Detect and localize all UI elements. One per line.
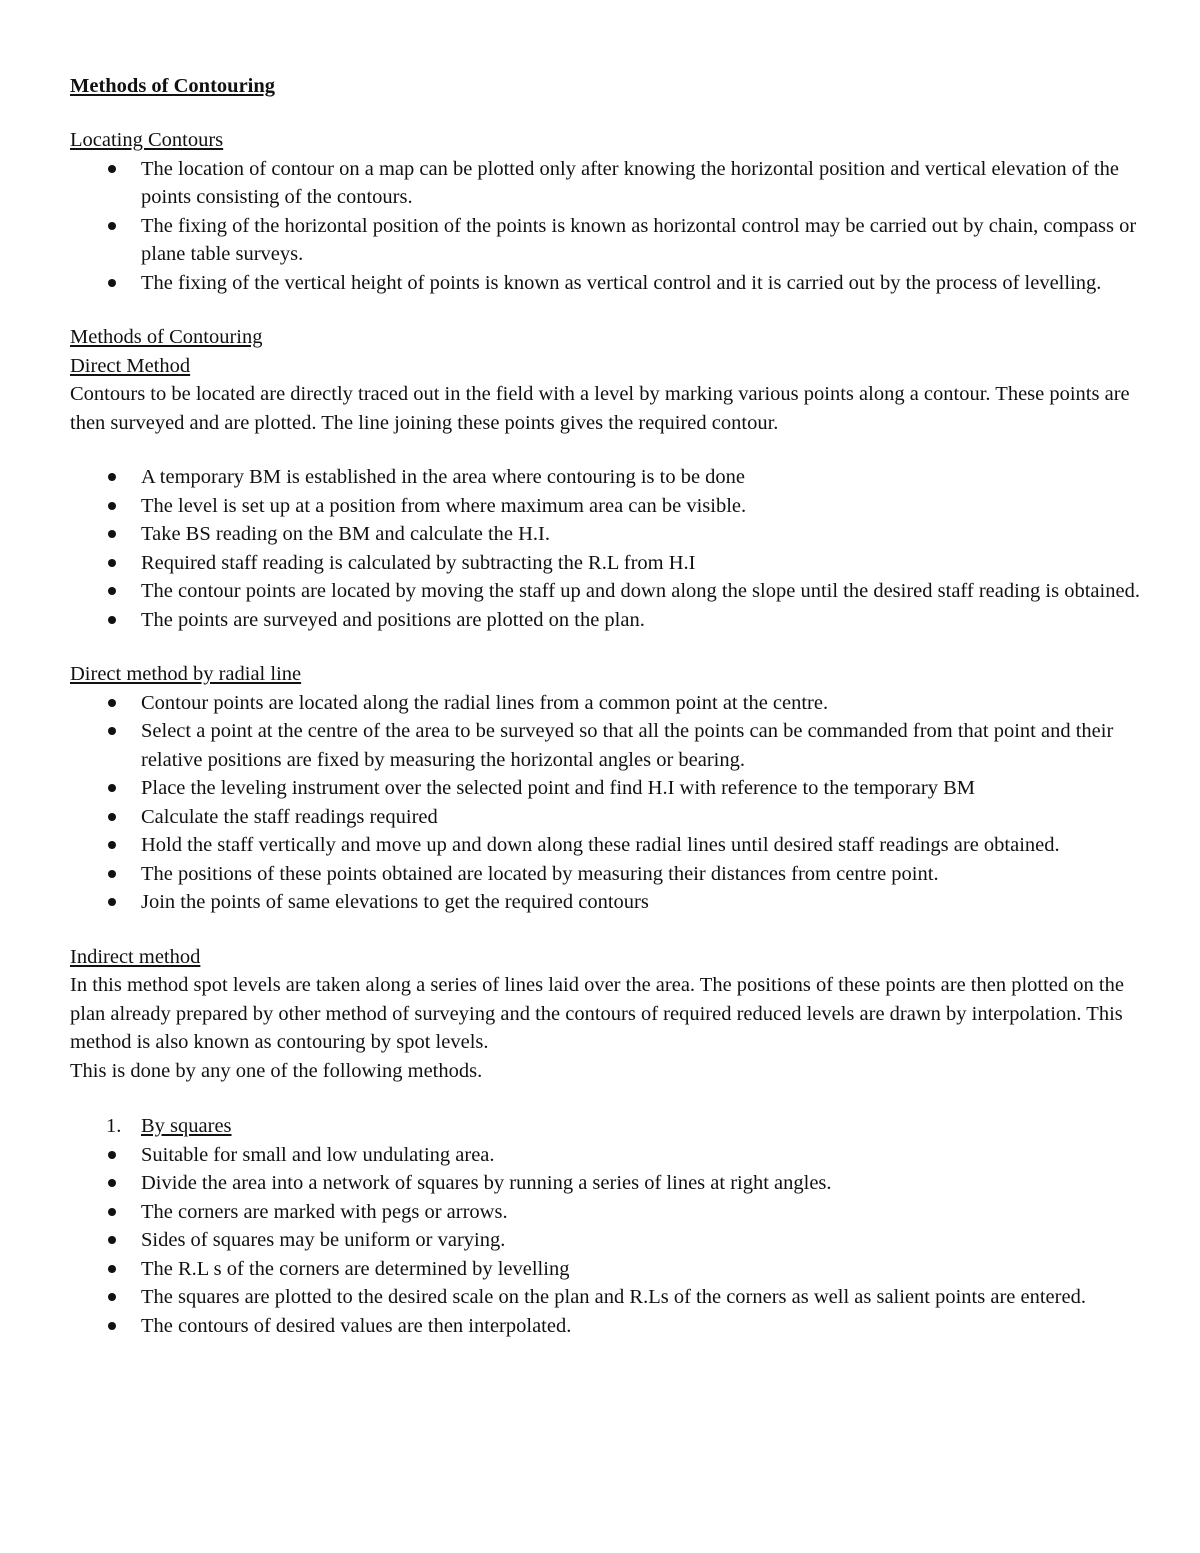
locating-contours-heading: Locating Contours [70,129,224,151]
list-item: The fixing of the vertical height of points is known as vertical control and it is carried out by the process of levelling. [70,269,1140,298]
list-item: The fixing of the horizontal position of the points is known as horizontal control may be carried out by chain, compass or plane table surveys. [70,212,1140,269]
indirect-method-heading: Indirect method [70,945,201,968]
locating-contours-list [70,155,1140,298]
radial-line-heading: Direct method by radial line [70,663,302,685]
list-item: Place the leveling instrument over the selected point and find H.I with reference to the temporary BM [70,774,1140,803]
list-item: The level is set up at a position from where maximum area can be visible. [70,492,1140,521]
list-item: Take BS reading on the BM and calculate the H.I. [70,520,1140,549]
direct-method-paragraph: Contours to be located are directly traced out in the field with a level by marking various points along a contour. These points are then surveyed and are plotted. The line joining these points gives the required contour. [70,383,1130,434]
list-item: Contour points are located along the radial lines from a common point at the centre. [70,689,1140,718]
list-item: The points are surveyed and positions are plotted on the plan. [70,606,1140,635]
numbered-item-by-squares [70,1112,1140,1141]
by-squares-list [70,1141,1140,1341]
page-title: Methods of Contouring [70,75,276,97]
list-item: Suitable for small and low undulating area. [70,1141,1140,1170]
methods-of-contouring-heading: Methods of Contouring [70,326,263,348]
list-item: Hold the staff vertically and move up and down along these radial lines until desired staff readings are obtained. [70,831,1140,860]
indirect-method-paragraph-2: This is done by any one of the following methods. [70,1059,483,1082]
list-item: Required staff reading is calculated by subtracting the R.L from H.I [70,549,1140,578]
numbered-item-label: By squares [141,1115,232,1137]
list-item: The squares are plotted to the desired scale on the plan and R.Ls of the corners as well as salient points are entered. [70,1283,1140,1312]
direct-method-heading: Direct Method [70,354,191,377]
list-item: Divide the area into a network of squares by running a series of lines at right angles. [70,1169,1140,1198]
list-item: Join the points of same elevations to get the required contours [70,888,1140,917]
numbered-item-number: 1. [106,1115,122,1137]
list-item: The contours of desired values are then interpolated. [70,1312,1140,1341]
direct-method-list [70,463,1140,634]
list-item: The contour points are located by moving the staff up and down along the slope until the desired staff reading is obtained. [70,577,1140,606]
indirect-method-paragraph: In this method spot levels are taken along a series of lines laid over the area. The positions of these points are then plotted on the plan already prepared by other method of surveying and the contours of required reduced levels are drawn by interpolation. This method is also known as contouring by spot levels. [70,974,1124,1053]
list-item: The corners are marked with pegs or arrows. [70,1198,1140,1227]
list-item: Calculate the staff readings required [70,803,1140,832]
document-page [70,72,1140,1340]
list-item: The R.L s of the corners are determined by levelling [70,1255,1140,1284]
list-item: The location of contour on a map can be plotted only after knowing the horizontal position and vertical elevation of the points consisting of the contours. [70,155,1140,212]
list-item: A temporary BM is established in the area where contouring is to be done [70,463,1140,492]
list-item: Sides of squares may be uniform or varying. [70,1226,1140,1255]
list-item: The positions of these points obtained are located by measuring their distances from centre point. [70,860,1140,889]
list-item: Select a point at the centre of the area to be surveyed so that all the points can be commanded from that point and their relative positions are fixed by measuring the horizontal angles or bearing. [70,717,1140,774]
radial-line-list [70,689,1140,917]
